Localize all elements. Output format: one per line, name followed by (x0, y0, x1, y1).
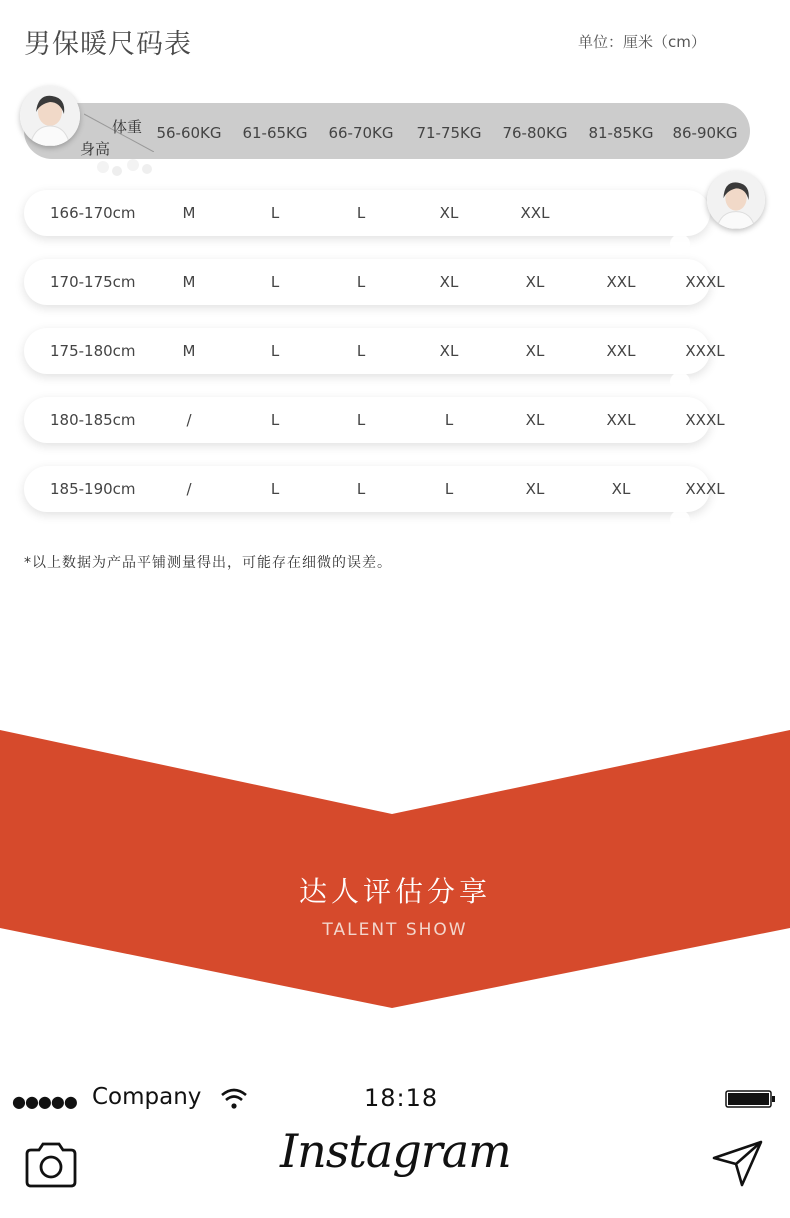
size-cell: L (356, 411, 366, 429)
size-cell: / (186, 480, 192, 498)
weight-column-header: 76-80KG (502, 124, 568, 142)
weight-column-header: 71-75KG (416, 124, 482, 142)
measurement-note: *以上数据为产品平铺测量得出，可能存在细微的误差。 (24, 555, 392, 571)
camera-icon[interactable] (24, 1140, 78, 1190)
size-cell: L (356, 204, 366, 222)
bubble-tail (640, 234, 700, 254)
weight-column-header: 66-70KG (328, 124, 394, 142)
model-portrait-icon (707, 171, 765, 229)
height-cell: 185-190cm (50, 480, 136, 498)
bubble-tail (640, 372, 700, 392)
talent-show-banner (0, 728, 790, 1010)
size-cell: XL (525, 411, 545, 429)
height-cell: 180-185cm (50, 411, 136, 429)
size-cell: M (182, 204, 196, 222)
status-time: 18:18 (364, 1084, 439, 1112)
weight-column-header: 61-65KG (242, 124, 308, 142)
send-icon[interactable] (712, 1138, 764, 1188)
wifi-icon (220, 1086, 248, 1110)
instagram-logo: Instagram (280, 1124, 511, 1178)
size-cell: XXXL (685, 480, 725, 498)
unit-label: 单位：厘米（cm） (578, 33, 706, 51)
weight-column-header: 81-85KG (588, 124, 654, 142)
size-cell: L (270, 480, 280, 498)
bubble-tail (640, 510, 700, 530)
size-cell: L (270, 273, 280, 291)
size-cell: L (270, 204, 280, 222)
banner-subtitle: TALENT SHOW (322, 920, 468, 940)
header-avatar (20, 86, 80, 146)
weight-axis-label: 体重 (112, 118, 143, 136)
size-cell: M (182, 273, 196, 291)
size-cell: XL (525, 480, 545, 498)
height-cell: 170-175cm (50, 273, 136, 291)
size-cell: XXL (606, 411, 636, 429)
battery-icon (725, 1089, 777, 1109)
banner-title: 达人评估分享 (298, 875, 491, 908)
size-cell: XXXL (685, 342, 725, 360)
size-cell: L (270, 342, 280, 360)
size-cell: XL (525, 273, 545, 291)
size-cell: XL (611, 480, 631, 498)
weight-column-header: 56-60KG (156, 124, 222, 142)
signal-strength-icon: ●●●●● (12, 1092, 77, 1111)
page-title: 男保暖尺码表 (24, 29, 192, 60)
height-cell: 175-180cm (50, 342, 136, 360)
size-cell: L (444, 480, 454, 498)
size-cell: / (186, 411, 192, 429)
size-cell: XXL (520, 204, 550, 222)
decorative-dots (95, 157, 165, 177)
size-cell: L (356, 342, 366, 360)
model-portrait-icon (20, 86, 80, 146)
height-cell: 166-170cm (50, 204, 136, 222)
size-cell: XL (439, 342, 459, 360)
size-cell: XL (525, 342, 545, 360)
size-cell: L (444, 411, 454, 429)
size-cell: XXL (606, 342, 636, 360)
row-avatar (707, 171, 765, 229)
size-cell: M (182, 342, 196, 360)
size-cell: XL (439, 273, 459, 291)
height-axis-label: 身高 (80, 140, 111, 158)
size-cell: L (270, 411, 280, 429)
size-cell: XXL (606, 273, 636, 291)
size-cell: L (356, 480, 366, 498)
size-cell: XXXL (685, 273, 725, 291)
size-cell: XXXL (685, 411, 725, 429)
size-cell: L (356, 273, 366, 291)
size-cell: XL (439, 204, 459, 222)
weight-column-header: 86-90KG (672, 124, 738, 142)
carrier-name: Company (92, 1084, 202, 1110)
